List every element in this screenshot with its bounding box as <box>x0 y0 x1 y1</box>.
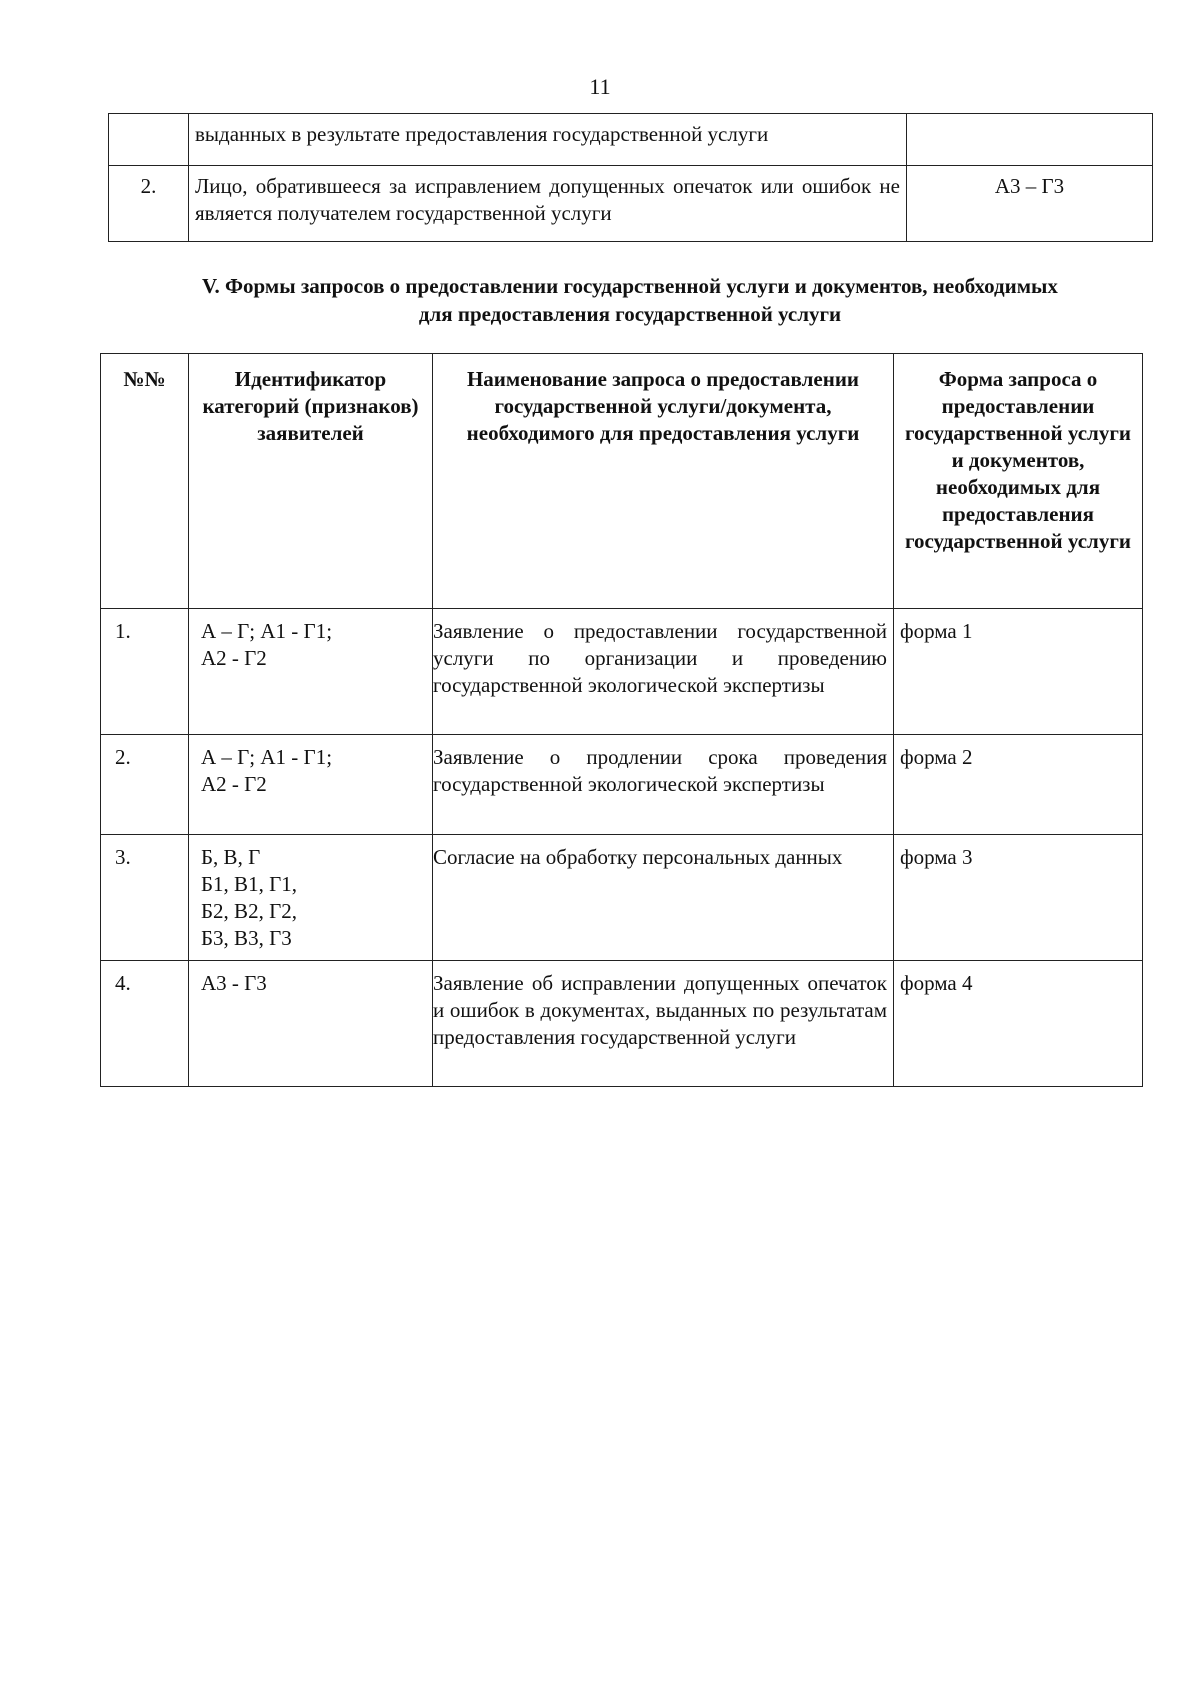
row-number <box>109 114 189 166</box>
identifier-line: Б3, В3, Г3 <box>201 926 292 950</box>
applicant-identifiers <box>189 609 433 735</box>
page-number: 11 <box>589 74 611 99</box>
row-number: 2. <box>101 735 189 835</box>
request-form: форма 2 <box>894 735 1143 835</box>
request-form: форма 1 <box>894 609 1143 735</box>
identifier-line: Б, В, Г <box>201 845 261 869</box>
continuation-table <box>108 113 1153 242</box>
table-row <box>101 835 1143 961</box>
section-heading <box>110 272 1150 328</box>
request-name: Заявление о предоставлении государственной услуги по организации и проведению государственной экологической экспертизы <box>433 609 894 735</box>
applicant-description: выданных в результате предоставления государственной услуги <box>189 114 907 166</box>
table-row <box>109 114 1153 166</box>
applicant-categories: А3 – Г3 <box>907 166 1153 242</box>
row-number: 4. <box>101 961 189 1087</box>
applicant-identifiers <box>189 961 433 1087</box>
applicant-description: Лицо, обратившееся за исправлением допущенных опечаток или ошибок не является получателем государственной услуги <box>189 166 907 242</box>
table-row <box>101 961 1143 1087</box>
request-name: Заявление об исправлении допущенных опечаток и ошибок в документах, выданных по результатам предоставления государственной услуги <box>433 961 894 1087</box>
identifier-line: А – Г; А1 - Г1; <box>201 619 333 643</box>
identifier-line: Б1, В1, Г1, <box>201 872 297 896</box>
table-header-row <box>101 354 1143 609</box>
applicant-categories <box>907 114 1153 166</box>
request-form: форма 3 <box>894 835 1143 961</box>
identifier-line: Б2, В2, Г2, <box>201 899 297 923</box>
applicant-identifiers <box>189 835 433 961</box>
request-forms-table <box>100 353 1143 1087</box>
row-number: 2. <box>109 166 189 242</box>
header-identifier: Идентификатор категорий (признаков) заявителей <box>189 354 433 609</box>
header-request-name: Наименование запроса о предоставлении государственной услуги/документа, необходимого для предоставления услуги <box>433 354 894 609</box>
header-number: №№ <box>101 354 189 609</box>
row-number: 3. <box>101 835 189 961</box>
identifier-line: А2 - Г2 <box>201 646 267 670</box>
section-heading-line: V. Формы запросов о предоставлении государственной услуги и документов, необходимых <box>202 274 1058 298</box>
request-name: Согласие на обработку персональных данных <box>433 835 894 961</box>
request-name: Заявление о продлении срока проведения государственной экологической экспертизы <box>433 735 894 835</box>
identifier-line: А – Г; А1 - Г1; <box>201 745 333 769</box>
applicant-identifiers <box>189 735 433 835</box>
identifier-line: А3 - Г3 <box>201 971 267 995</box>
table-row <box>101 609 1143 735</box>
table-row <box>109 166 1153 242</box>
identifier-line: А2 - Г2 <box>201 772 267 796</box>
row-number: 1. <box>101 609 189 735</box>
header-request-form: Форма запроса о предоставлении государственной услуги и документов, необходимых для предоставления государственной услуги <box>894 354 1143 609</box>
table-row <box>101 735 1143 835</box>
section-heading-line: для предоставления государственной услуги <box>418 302 842 326</box>
request-form: форма 4 <box>894 961 1143 1087</box>
